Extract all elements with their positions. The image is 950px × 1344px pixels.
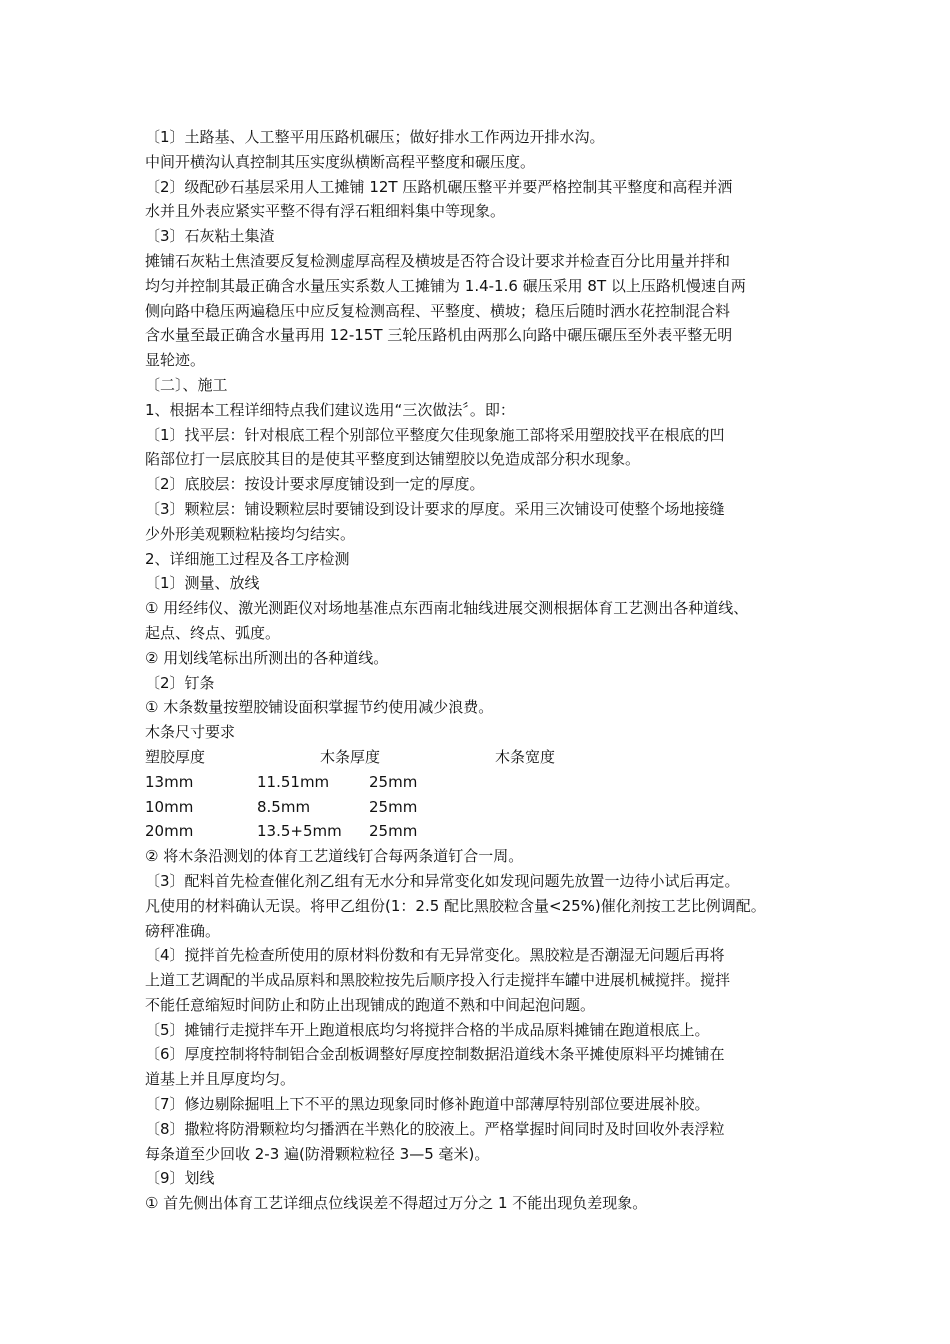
paragraph-line: ① 首先侧出体育工艺详细点位线误差不得超过万分之 1 不能出现负差现象。 <box>145 1194 648 1213</box>
table-cell: 25mm <box>369 772 418 791</box>
table-cell: 11.51mm <box>257 772 330 791</box>
table-row <box>145 795 825 820</box>
paragraph-line: 〔4〕搅拌首先检查所使用的原材料份数和有无异常变化。黑胶粒是否潮湿无问题后再将 <box>145 946 725 965</box>
paragraph-line: 〔9〕划线 <box>145 1169 215 1188</box>
paragraph-line: 〔2〕钉条 <box>145 673 215 692</box>
table-header-cell: 木条厚度 <box>320 747 381 766</box>
table-header-cell: 塑胶厚度 <box>145 747 206 766</box>
paragraph-line: 侧向路中稳压两遍稳压中应反复检测高程、平整度、横坡；稳压后随时洒水花控制混合料 <box>145 301 731 320</box>
paragraph-line: 起点、终点、弧度。 <box>145 623 281 642</box>
section-top <box>145 125 825 745</box>
paragraph-line: 〔5〕摊铺行走搅拌车开上跑道根底均匀将搅拌合格的半成品原料摊铺在跑道根底上。 <box>145 1020 710 1039</box>
paragraph-line: ① 用经纬仪、激光测距仪对场地基准点东西南北轴线进展交测根据体育工艺测出各种道线、 <box>145 599 749 618</box>
paragraph-line: 含水量至最正确含水量再用 12-15T 三轮压路机由两那么向路中碾压碾压至外表平整无明 <box>145 326 733 345</box>
paragraph-line: 〔2〕级配砂石基层采用人工摊铺 12T 压路机碾压整平并要严格控制其平整度和高程并洒 <box>145 177 733 196</box>
paragraph-line: 〔3〕石灰粘土集渣 <box>145 227 275 246</box>
wood-strip-size-table <box>145 745 825 844</box>
paragraph-line: 〔8〕撒粒将防滑颗粒均匀播洒在半熟化的胶液上。严格掌握时间同时及时回收外表浮粒 <box>145 1119 725 1138</box>
paragraph-line: 〔1〕找平层：针对根底工程个别部位平整度欠佳现象施工部将采用塑胶找平在根底的凹 <box>145 425 725 444</box>
table-cell: 25mm <box>369 797 418 816</box>
table-cell: 13mm <box>145 772 194 791</box>
document-body <box>145 125 825 1216</box>
section-heading: 〔二〕、施工 <box>145 375 228 394</box>
paragraph-line: 中间开横沟认真控制其压实度纵横断高程平整度和碾压度。 <box>145 152 536 171</box>
paragraph-line: ① 木条数量按塑胶铺设面积掌握节约使用减少浪费。 <box>145 698 494 717</box>
table-cell: 13.5+5mm <box>257 822 342 841</box>
paragraph-line: 不能任意缩短时间防止和防止出现铺成的跑道不熟和中间起泡问题。 <box>145 995 596 1014</box>
table-header-row <box>145 745 825 770</box>
paragraph-line: 显轮迹。 <box>145 351 206 370</box>
paragraph-line: ② 将木条沿测划的体育工艺道线钉合每两条道钉合一周。 <box>145 847 524 866</box>
paragraph-line: 〔3〕颗粒层：铺设颗粒层时要铺设到设计要求的厚度。采用三次铺设可使整个场地接缝 <box>145 499 725 518</box>
paragraph-line: 凡使用的材料确认无误。将甲乙组份(1：2.5 配比黑胶粒含量<25%)催化剂按工艺比例调配。 <box>145 896 766 915</box>
paragraph-line: 1、根据本工程详细特点我们建议选用“三次做法〞。即： <box>145 400 515 419</box>
paragraph-line: 〔1〕土路基、人工整平用压路机碾压；做好排水工作两边开排水沟。 <box>145 128 605 146</box>
table-row <box>145 770 825 795</box>
paragraph-line: 少外形美观颗粒粘接均匀结实。 <box>145 524 356 543</box>
table-row <box>145 819 825 844</box>
paragraph-line: 陷部位打一层底胶其目的是使其平整度到达铺塑胶以免造成部分积水现象。 <box>145 450 641 469</box>
table-cell: 25mm <box>369 822 418 841</box>
paragraph-line: 〔1〕测量、放线 <box>145 574 260 593</box>
paragraph-line: 摊铺石灰粘土焦渣要反复检测虚厚高程及横坡是否符合设计要求并检查百分比用量并拌和 <box>145 251 731 270</box>
paragraph-line: 〔2〕底胶层：按设计要求厚度铺设到一定的厚度。 <box>145 475 485 494</box>
paragraph-line: 每条道至少回收 2-3 遍(防滑颗粒粒径 3—5 毫米)。 <box>145 1144 490 1163</box>
section-bottom <box>145 844 825 1216</box>
paragraph-line: 〔6〕厚度控制将特制铝合金刮板调整好厚度控制数据沿道线木条平摊使原料平均摊铺在 <box>145 1045 725 1064</box>
paragraph-line: 均匀并控制其最正确含水量压实系数人工摊铺为 1.4-1.6 碾压采用 8T 以上压路机慢速自两 <box>145 276 746 295</box>
table-cell: 8.5mm <box>257 797 311 816</box>
paragraph-line: 木条尺寸要求 <box>145 723 236 742</box>
paragraph-line: 2、详细施工过程及各工序检测 <box>145 549 350 568</box>
paragraph-line: ② 用划线笔标出所测出的各种道线。 <box>145 648 389 667</box>
table-header-cell: 木条宽度 <box>495 747 556 766</box>
paragraph-line: 水并且外表应紧实平整不得有浮石粗细料集中等现象。 <box>145 202 506 221</box>
paragraph-line: 道基上并且厚度均匀。 <box>145 1070 296 1089</box>
paragraph-line: 磅秤准确。 <box>145 921 221 940</box>
paragraph-line: 〔7〕修边剔除掘咀上下不平的黑边现象同时修补跑道中部薄厚特别部位要进展补胶。 <box>145 1095 710 1114</box>
table-cell: 20mm <box>145 822 194 841</box>
paragraph-line: 上道工艺调配的半成品原料和黑胶粒按先后顺序投入行走搅拌车罐中进展机械搅拌。搅拌 <box>145 971 731 990</box>
paragraph-line: 〔3〕配料首先检查催化剂乙组有无水分和异常变化如发现问题先放置一边待小试后再定。 <box>145 871 740 890</box>
table-cell: 10mm <box>145 797 194 816</box>
